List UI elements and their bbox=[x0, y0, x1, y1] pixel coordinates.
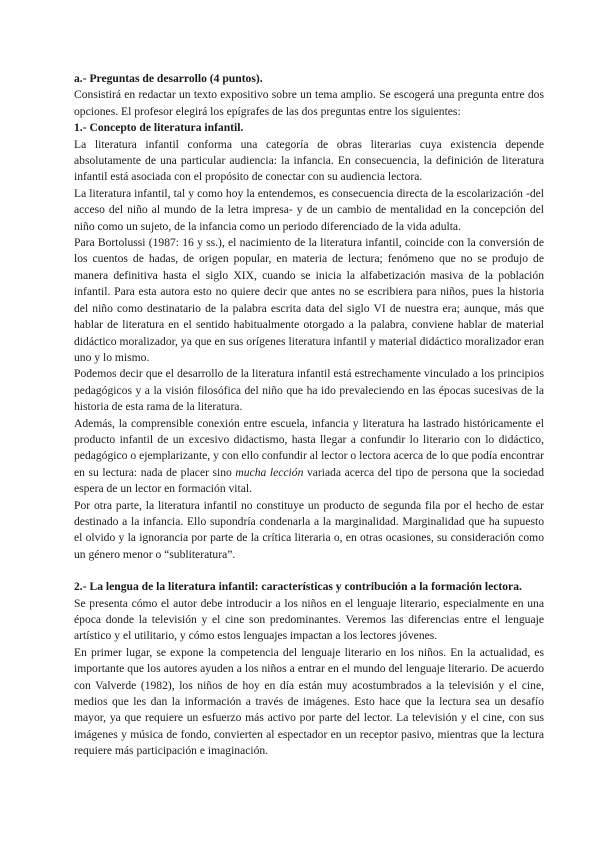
topic-1-paragraph-6: Por otra parte, la literatura infantil no constituye un producto de segunda fila por el hecho de estar destinado a la infancia. Ello supondría condenarla a la marginalidad. Marginalidad que ha supuesto el olvido y la ignorancia por parte de la crítica literaria o, en otras ocasiones, su consideración como un género menor o “subliteratura”. bbox=[74, 498, 544, 561]
topic-1-paragraph-2: La literatura infantil, tal y como hoy la entendemos, es consecuencia directa de la escolarización -del acceso del niño al mundo de la letra impresa- y de un cambio de mentalidad en la concepción del niño como un sujeto, de la infancia como un periodo diferenciado de la vida adulta. bbox=[74, 186, 544, 233]
topic-1-paragraph-5-emphasis: mucha lección bbox=[235, 465, 304, 479]
topic-1-paragraph-5-end: variada acerca del tipo de persona que la sociedad espera de un lector en formación vital. bbox=[74, 465, 544, 496]
topic-2-heading: 2.- La lengua de la literatura infantil: características y contribución a la formación lectora. bbox=[74, 580, 522, 594]
topic-1-heading: 1.- Concepto de literatura infantil. bbox=[74, 121, 244, 135]
section-spacer bbox=[74, 563, 544, 579]
section-a-intro: Consistirá en redactar un texto expositivo sobre un tema amplio. Se escogerá una pregunta entre dos opciones. El profesor elegirá los epígrafes de las dos preguntas entre los siguientes: bbox=[74, 88, 544, 118]
document-body bbox=[74, 71, 544, 760]
topic-1-paragraph-3: Para Bortolussi (1987: 16 y ss.), el nacimiento de la literatura infantil, coincide con la conversión de los cuentos de hadas, de origen popular, en materia de lectura; fenómeno que no se produjo de manera definitiva hasta el siglo XIX, cuando se inicia la alfabetización masiva de la población infantil. Para esta autora esto no quiere decir que antes no se escribiera para niños, pues la historia del niño como destinatario de la palabra escrita data del siglo VI de nuestra era; aunque, más que hablar de literatura en el sentido habitualmente otorgado a la palabra, conviene hablar de material didáctico moralizador, ya que en sus orígenes literatura infantil y material didáctico moralizador eran uno y lo mismo. bbox=[74, 236, 544, 364]
topic-2-paragraph-2: En primer lugar, se expone la competencia del lenguaje literario en los niños. En la actualidad, es importante que los autores ayuden a los niños a entrar en el mundo del lenguaje literario. De acuerdo con Valverde (1982), los niños de hoy en día están muy acostumbrados a la televisión y el cine, medios que les dan la información a través de imágenes. Esto hace que la lectura sea un desafío mayor, ya que requiere un esfuerzo más activo por parte del lector. La televisión y el cine, con sus imágenes y música de fondo, convierten al espectador en un receptor pasivo, mientras que la lectura requiere más participación e imaginación. bbox=[74, 645, 544, 758]
section-a-heading: a.- Preguntas de desarrollo (4 puntos). bbox=[74, 72, 263, 85]
topic-1-paragraph-1: La literatura infantil conforma una categoría de obras literarias cuya existencia depende absolutamente de una particular audiencia: la infancia. En consecuencia, la definición de literatura infantil está asociada con el propósito de conectar con su audiencia lectora. bbox=[74, 137, 544, 184]
topic-1-paragraph-4: Podemos decir que el desarrollo de la literatura infantil está estrechamente vinculado a los principios pedagógicos y a la visión filosófica del niño que ha ido prevaleciendo en las épocas sucesivas de la historia de esta rama de la literatura. bbox=[74, 367, 544, 414]
topic-2-paragraph-1: Se presenta cómo el autor debe introducir a los niños en el lenguaje literario, especialmente en una época donde la televisión y el cine son predominantes. Veremos las diferencias entre el lenguaje artístico y el utilitario, y cómo estos lenguajes impactan a los lectores jóvenes. bbox=[74, 596, 544, 643]
topic-1-paragraph-5-start: Además, la comprensible conexión entre escuela, infancia y literatura ha lastrado históricamente el producto infantil de un excesivo didactismo, hasta llegar a confundir lo literario con lo didáctico, pedagógico o ejemplarizante, y con ello confundir al lector o lectora acerca de lo que podía encontrar en su lectura: nada de placer sino bbox=[74, 416, 544, 479]
topic-1-paragraph-5 bbox=[74, 416, 544, 498]
